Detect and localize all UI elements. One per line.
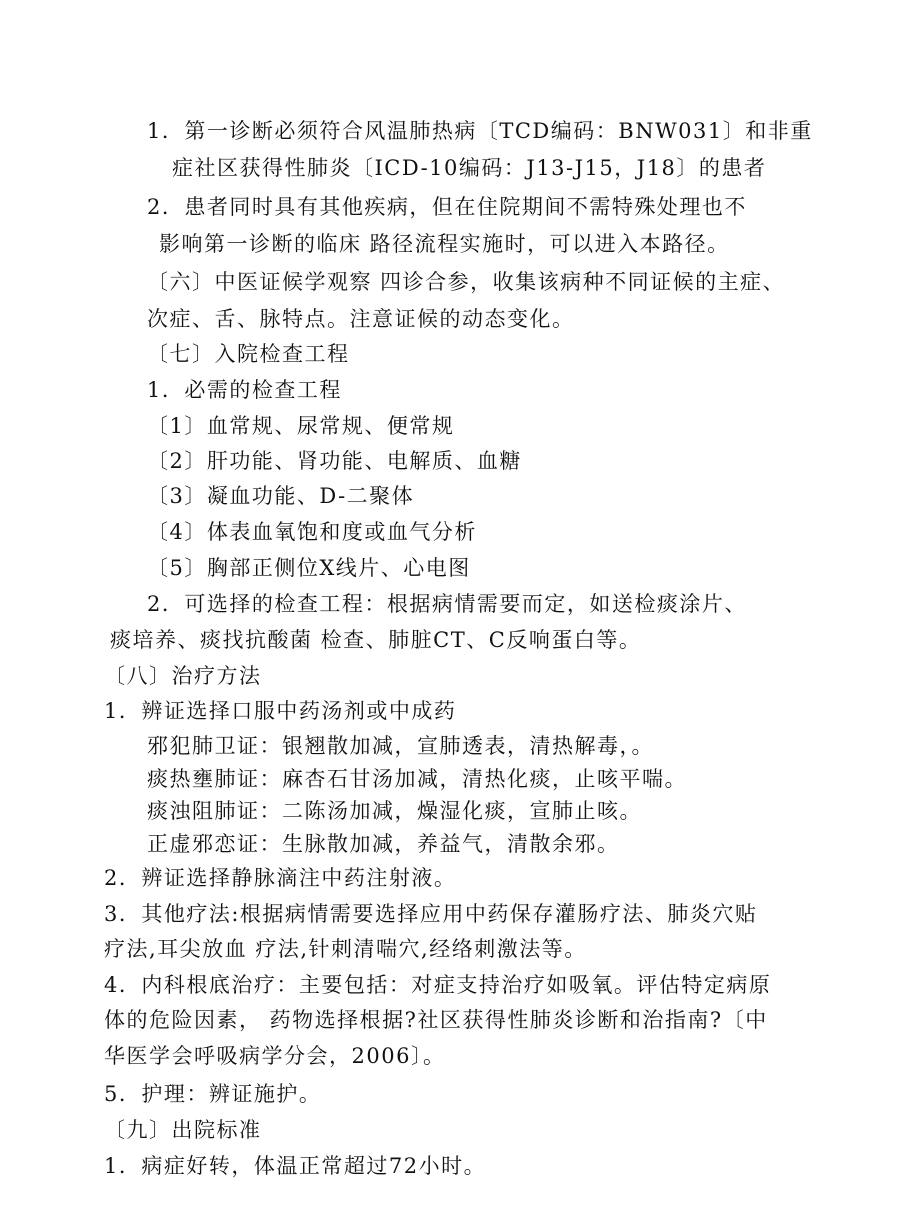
text-line-9: 〔1〕血常规、尿常规、便常规 [147, 414, 455, 438]
text-line-1: 1．第一诊断必须符合风温肺热病〔TCD编码：BNW031〕和非重 [147, 119, 813, 143]
text-line-4: 影响第一诊断的临床 路径流程实施时，可以进入本路径。 [159, 232, 730, 256]
text-line-7: 〔七〕入院检查工程 [147, 342, 350, 366]
text-line-27: 华医学会呼吸病学分会，2006〕。 [104, 1044, 446, 1068]
text-line-26: 体的危险因素， 药物选择根据?社区获得性肺炎诊断和治指南?〔中 [104, 1008, 768, 1032]
text-line-10: 〔2〕肝功能、肾功能、电解质、血糖 [147, 449, 522, 473]
text-line-2: 症社区获得性肺炎〔ICD-10编码：J13-J15，J18〕的患者 [172, 156, 767, 180]
text-line-14: 2．可选择的检查工程：根据病情需要而定，如送检痰涂片、 [147, 592, 747, 616]
text-line-24: 疗法,耳尖放血 疗法,针刺清喘穴,经络刺激法等。 [104, 937, 587, 961]
text-line-12: 〔4〕体表血氧饱和度或血气分析 [147, 520, 477, 544]
text-line-28: 5．护理：辨证施护。 [104, 1082, 322, 1106]
text-line-21: 正虚邪恋证：生脉散加减，养益气，清散余邪。 [147, 832, 620, 856]
text-line-13: 〔5〕胸部正侧位X线片、心电图 [147, 556, 471, 580]
text-line-22: 2．辨证选择静脉滴注中药注射液。 [104, 866, 457, 890]
text-line-6: 次症、舌、脉特点。注意证候的动态变化。 [147, 307, 575, 331]
text-line-15: 痰培养、痰找抗酸菌 检查、肺脏CT、C反响蛋白等。 [110, 628, 642, 652]
text-line-29: 〔九〕出院标准 [104, 1118, 262, 1142]
text-line-5: 〔六〕中医证候学观察 四诊合参，收集该病种不同证候的主症、 [147, 270, 786, 294]
text-line-3: 2．患者同时具有其他疾病，但在住院期间不需特殊处理也不 [147, 195, 747, 219]
text-line-17: 1．辨证选择口服中药汤剂或中成药 [104, 699, 457, 723]
text-line-20: 痰浊阻肺证：二陈汤加减，燥湿化痰，宣肺止咳。 [147, 799, 642, 823]
text-line-18: 邪犯肺卫证：银翘散加减，宣肺透表，清热解毒，。 [147, 734, 654, 758]
text-line-16: 〔八〕治疗方法 [104, 664, 262, 688]
text-line-8: 1．必需的检查工程 [147, 378, 342, 402]
text-line-19: 痰热壅肺证：麻杏石甘汤加减，清热化痰，止咳平喘。 [147, 767, 687, 791]
text-line-25: 4．内科根底治疗：主要包括：对症支持治疗如吸氧。评估特定病原 [104, 973, 772, 997]
text-line-30: 1．病症好转，体温正常超过72小时。 [104, 1154, 487, 1178]
text-line-23: 3．其他疗法:根据病情需要选择应用中药保存灌肠疗法、肺炎穴贴 [104, 902, 758, 926]
text-line-11: 〔3〕凝血功能、D-二聚体 [147, 484, 415, 508]
